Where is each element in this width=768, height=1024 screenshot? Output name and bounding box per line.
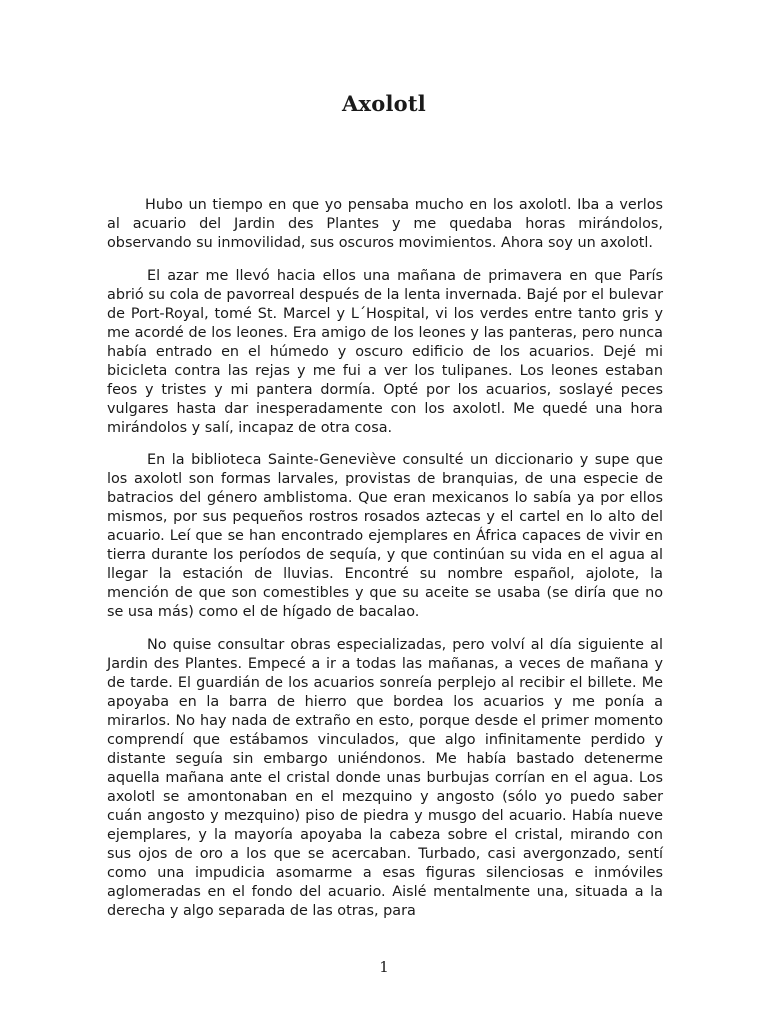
paragraph: Hubo un tiempo en que yo pensaba mucho en los axolotl. Iba a verlos al acuario del Jardin des Plantes y me quedaba horas mirándolos, observando su inmovilidad, sus oscuros movimientos. Ahora soy un axolotl. <box>107 197 663 251</box>
paragraph: En la biblioteca Sainte-Geneviève consulté un diccionario y supe que los axolotl son formas larvales, provistas de branquias, de una especie de batracios del género amblistoma. Que eran mexicanos lo sabía ya por ellos mismos, por sus pequeños rostros rosados aztecas y el cartel en lo alto del acuario. Leí que se han encontrado ejemplares en África capaces de vivir en tierra durante los períodos de sequía, y que continúan su vida en el agua al llegar la estación de lluvias. Encontré su nombre español, ajolote, la mención de que son comestibles y que su aceite se usaba (se diría que no se usa más) como el de hígado de bacalao. <box>107 452 663 620</box>
document-body <box>107 196 663 934</box>
paragraph: El azar me llevó hacia ellos una mañana de primavera en que París abrió su cola de pavorreal después de la lenta invernada. Bajé por el bulevar de Port-Royal, tomé St. Marcel y L´Hospital, vi los verdes entre tanto gris y me acordé de los leones. Era amigo de los leones y las panteras, pero nunca había entrado en el húmedo y oscuro edificio de los acuarios. Dejé mi bicicleta contra las rejas y me fui a ver los tulipanes. Los leones estaban feos y tristes y mi pantera dormía. Opté por los acuarios, soslayé peces vulgares hasta dar inesperadamente con los axolotl. Me quedé una hora mirándolos y salí, incapaz de otra cosa. <box>107 267 663 436</box>
document-title: Axolotl <box>342 91 426 116</box>
paragraph: No quise consultar obras especializadas, pero volví al día siguiente al Jardin des Plantes. Empecé a ir a todas las mañanas, a veces de mañana y de tarde. El guardián de los acuarios sonreía perplejo al recibir el billete. Me apoyaba en la barra de hierro que bordea los acuarios y me ponía a mirarlos. No hay nada de extraño en esto, porque desde el primer momento comprendí que estábamos vinculados, que algo infinitamente perdido y distante seguía sin embargo uniéndonos. Me había bastado detenerme aquella mañana ante el cristal donde unas burbujas corrían en el agua. Los axolotl se amontonaban en el mezquino y angosto (sólo yo puedo saber cuán angosto y mezquino) piso de piedra y musgo del acuario. Había nueve ejemplares, y la mayoría apoyaba la cabeza sobre el cristal, mirando con sus ojos de oro a los que se acercaban. Turbado, casi avergonzado, sentí como una impudicia asomarme a esas figuras silenciosas e inmóviles aglomeradas en el fondo del acuario. Aislé mentalmente una, situada a la derecha y algo separada de las otras, para <box>107 636 663 919</box>
page-number: 1 <box>379 958 389 976</box>
